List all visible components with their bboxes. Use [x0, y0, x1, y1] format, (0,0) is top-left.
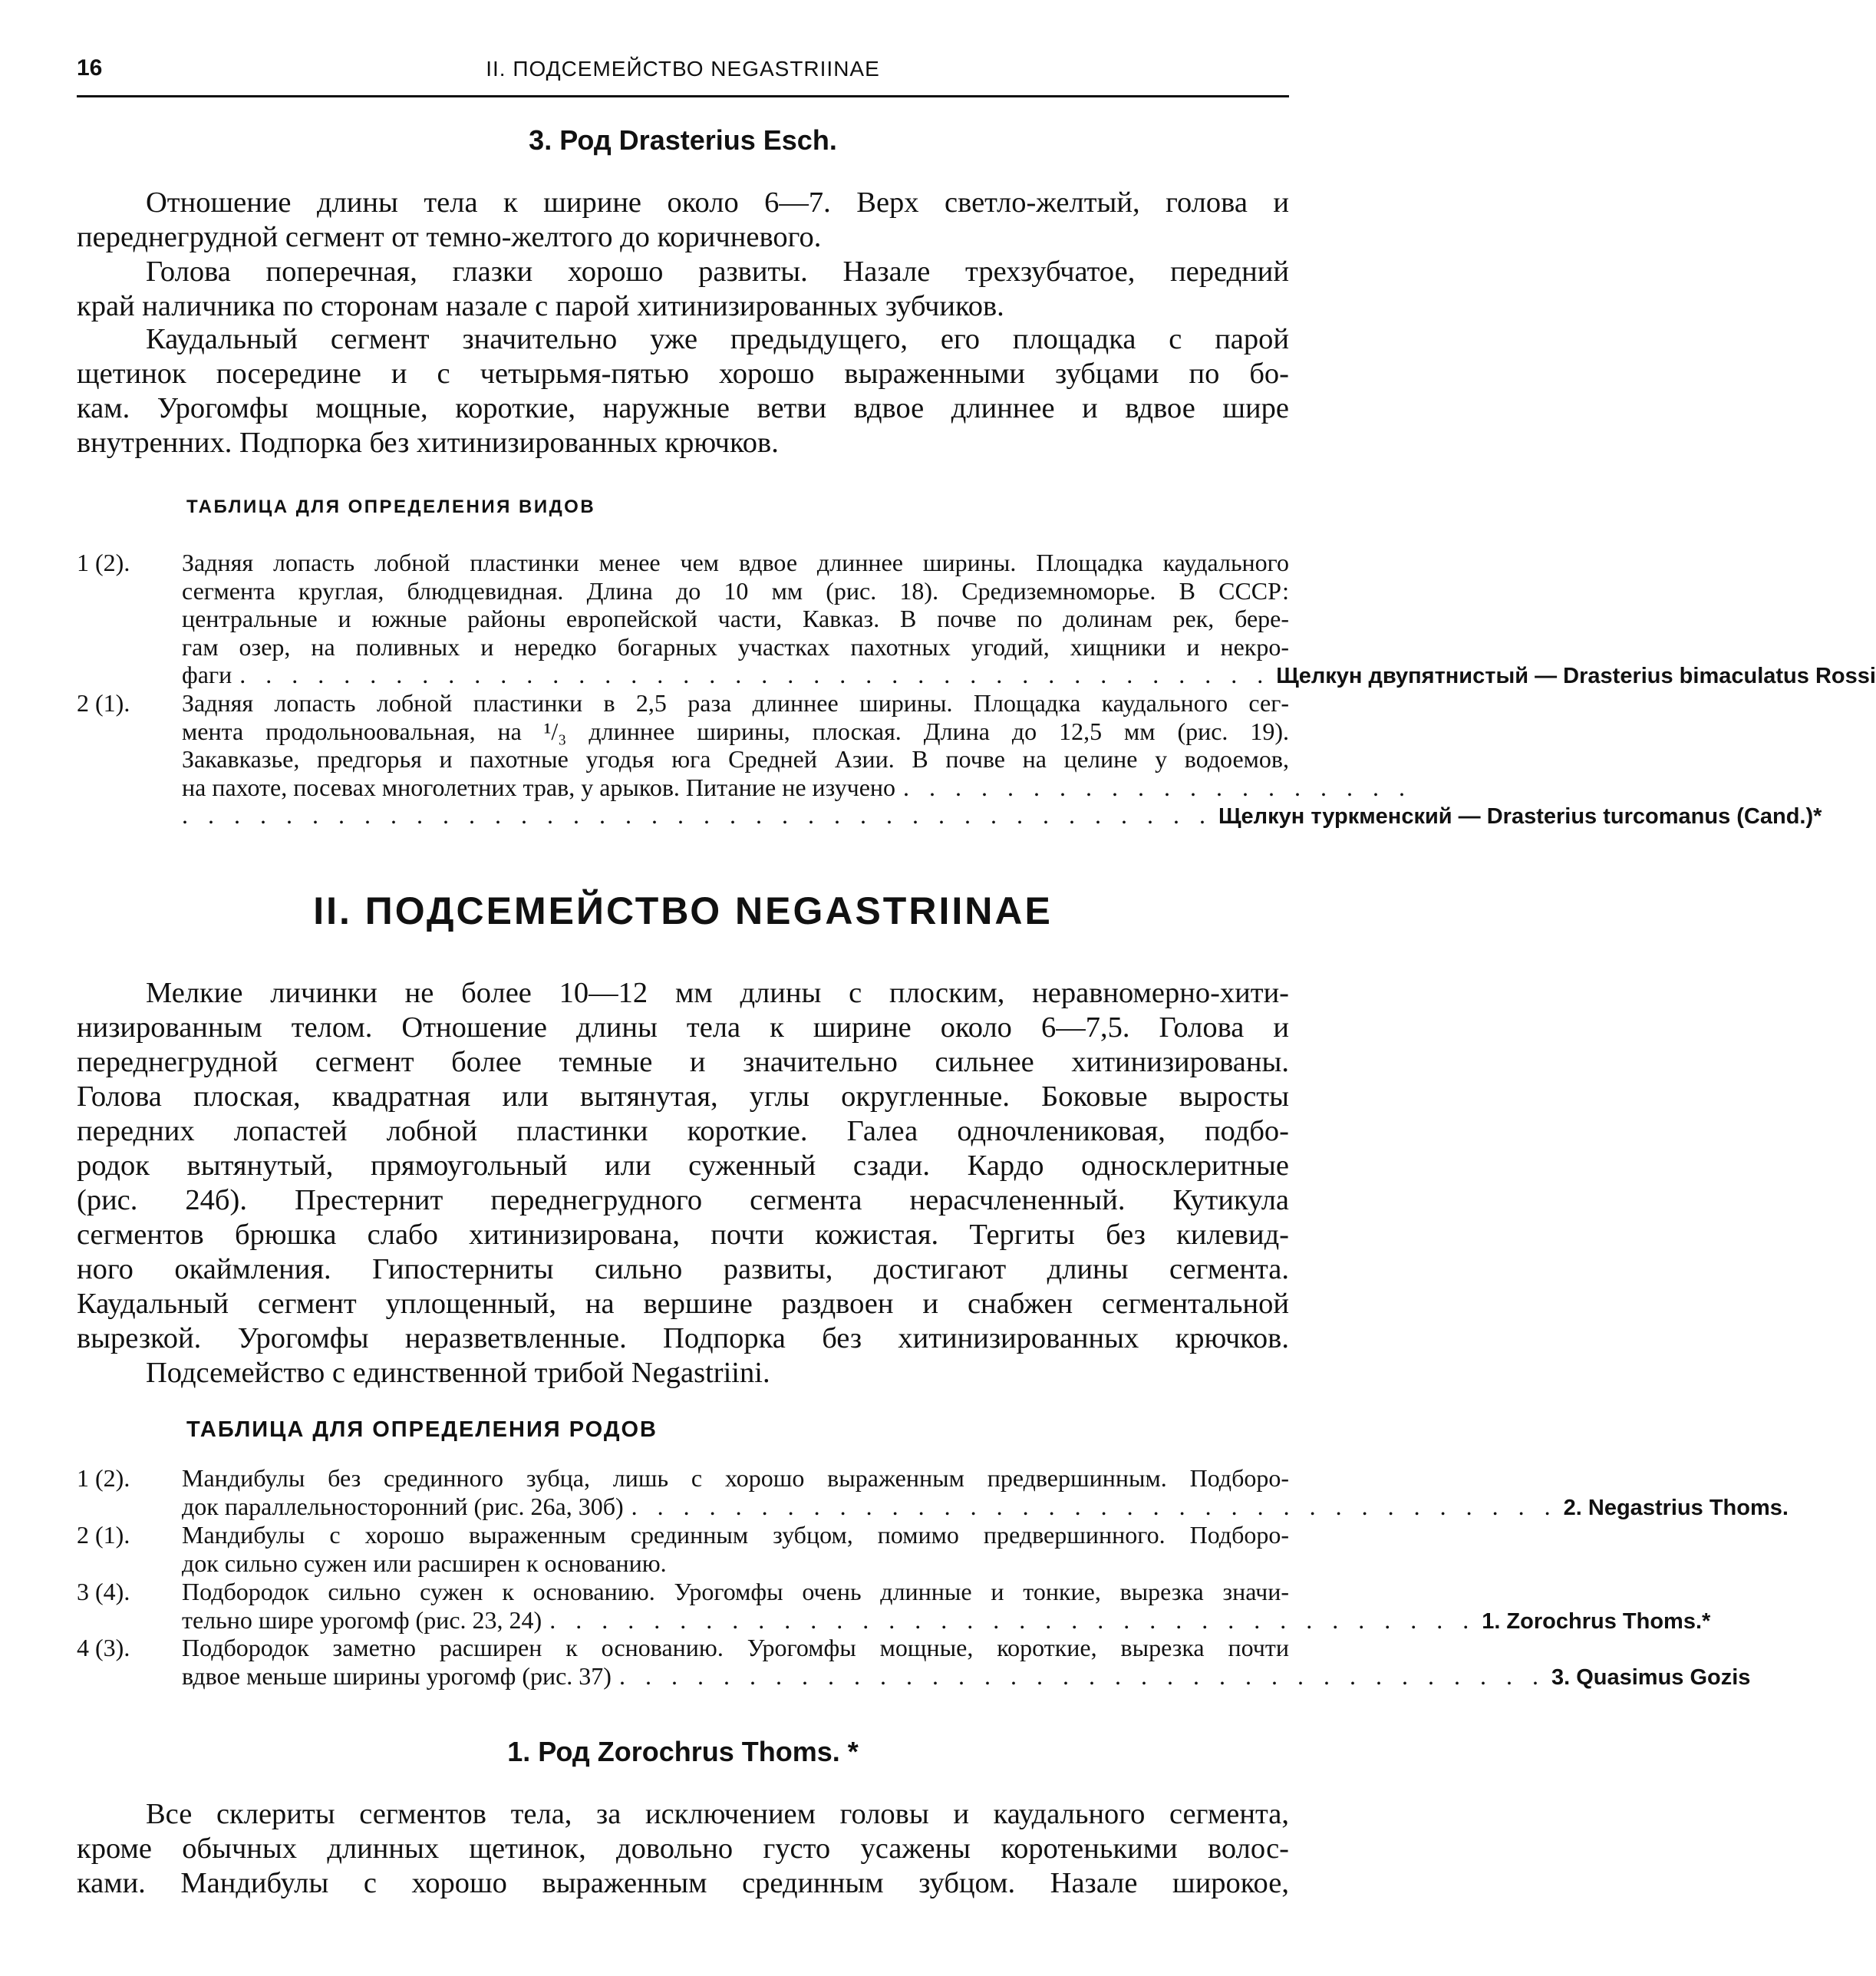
- key-couplet-number: 3 (4).: [77, 1578, 130, 1605]
- text-line: кам. Урогомфы мощные, короткие, наружные ветви вдвое длиннее и вдвое шире: [77, 392, 1289, 424]
- running-title: II. ПОДСЕМЕЙСТВО NEGASTRIINAE: [486, 57, 880, 81]
- text-line: край наличника по сторонам назале с парой хитинизированных зубчиков.: [77, 290, 1004, 322]
- key-line: док сильно сужен или расширен к основанию.: [182, 1549, 667, 1577]
- dot-leader: . . . . . . . . . . . . . . . . . . . . . . . . . . . . . . . . . . . .: [631, 1492, 1558, 1520]
- key-line: Мандибулы без срединного зубца, лишь с хорошо выраженным предвершинным. Подборо-: [182, 1464, 1289, 1492]
- text-line: кроме обычных длинных щетинок, довольно густо усажены коротенькими волос-: [77, 1833, 1289, 1865]
- paragraph-caudal-segment: [77, 322, 1289, 460]
- text-line: переднегрудной сегмент более темные и значительно сильнее хитинизированы.: [77, 1046, 1289, 1078]
- key-result-line: [182, 1661, 1751, 1692]
- key-line: мента продольноовальная, на ¹/₃ длиннее ширины, плоская. Длина до 12,5 мм (рис. 19).: [182, 717, 1289, 745]
- key-line: Задняя лопасть лобной пластинки в 2,5 раза длиннее ширины. Площадка каудального сег-: [182, 689, 1289, 717]
- key-result-taxon: 1. Zorochrus Thoms.*: [1482, 1608, 1711, 1634]
- key-line: центральные и южные районы европейской части, Кавказ. В почве по долинам рек, бере-: [182, 605, 1289, 632]
- key-text: [182, 1578, 1711, 1635]
- text-line: вырезкой. Урогомфы неразветвленные. Подпорка без хитинизированных крючков.: [77, 1322, 1289, 1354]
- text-line: внутренних. Подпорка без хитинизированных крючков.: [77, 427, 779, 459]
- text-line: Голова поперечная, глазки хорошо развиты. Назале трехзубчатое, передний: [146, 256, 1289, 288]
- paragraph-zorochrus-description: [77, 1797, 1289, 1901]
- genus-heading-drasterius: 3. Род Drasterius Esch.: [529, 124, 837, 156]
- text-line: родок вытянутый, прямоугольный или суженный сзади. Кардо односклеритные: [77, 1150, 1289, 1182]
- text-line: Все склериты сегментов тела, за исключением головы и каудального сегмента,: [146, 1798, 1289, 1830]
- key-line: Подбородок заметно расширен к основанию. Урогомфы мощные, короткие, вырезка почти: [182, 1634, 1289, 1661]
- tribe-sentence: Подсемейство с единственной трибой Negastriini.: [146, 1357, 770, 1389]
- text-line: Каудальный сегмент значительно уже предыдущего, его площадка с парой: [146, 323, 1289, 355]
- species-key-title: ТАБЛИЦА ДЛЯ ОПРЕДЕЛЕНИЯ ВИДОВ: [186, 496, 596, 517]
- key-result-taxon: 3. Quasimus Gozis: [1551, 1664, 1751, 1690]
- key-line: Задняя лопасть лобной пластинки менее чем вдвое длиннее ширины. Площадка каудального: [182, 549, 1289, 576]
- key-couplet-number: 1 (2).: [77, 1464, 130, 1492]
- text-line: щетинок посередине и с четырьмя-пятью хорошо выраженными зубцами по бо-: [77, 358, 1289, 390]
- key-text: [182, 549, 1876, 691]
- text-line: ками. Мандибулы с хорошо выраженным срединным зубцом. Назале широкое,: [77, 1867, 1289, 1899]
- key-couplet-number: 2 (1).: [77, 689, 130, 717]
- header-rule: [77, 95, 1289, 97]
- key-result-taxon: Щелкун двупятнистый — Drasterius bimaculatus Rossi: [1276, 664, 1876, 688]
- genus-heading-zorochrus: 1. Род Zorochrus Thoms. *: [507, 1736, 859, 1767]
- dot-leader: . . . . . . . . . . . . . . . . . . . . . . . . . . . . . . . . . . . . . . . .: [239, 661, 1271, 688]
- text-line: Голова плоская, квадратная или вытянутая, углы округленные. Боковые выросты: [77, 1080, 1289, 1113]
- dot-leader: . . . . . . . . . . . . . . . . . . . . . . . . . . . . . . . . . . . .: [618, 1661, 1545, 1690]
- text-line: Мелкие личинки не более 10—12 мм длины с плоским, неравномерно-хити-: [146, 977, 1289, 1009]
- key-text: [182, 1634, 1751, 1691]
- dot-leader: . . . . . . . . . . . . . . . . . . . .: [903, 773, 1413, 801]
- key-result-taxon: Щелкун туркменский — Drasterius turcomanus (Cand.)*: [1218, 804, 1822, 829]
- key-text: [182, 1464, 1789, 1522]
- key-line: гам озер, на поливных и нередко богарных участках пахотных угодий, хищники и некро-: [182, 632, 1289, 661]
- key-result-line: [182, 661, 1876, 691]
- text-line: сегментов брюшка слабо хитинизирована, почти кожистая. Тергиты без килевид-: [77, 1219, 1289, 1251]
- key-lead-text: вдвое меньше ширины урогомф (рис. 37): [182, 1661, 612, 1690]
- text-line: ного окаймления. Гипостерниты сильно развиты, достигают длины сегмента.: [77, 1253, 1289, 1285]
- text-line: передних лопастей лобной пластинки короткие. Галеа одночлениковая, подбо-: [77, 1115, 1289, 1147]
- paragraph-head: [77, 255, 1289, 324]
- text-line: Отношение длины тела к ширине около 6—7. Верх светло-желтый, голова и: [146, 186, 1289, 219]
- key-text: [182, 1521, 1289, 1577]
- paragraph-body-proportions: [77, 186, 1289, 255]
- key-lead-text: док параллельносторонний (рис. 26а, 30б): [182, 1492, 624, 1520]
- text-line: (рис. 24б). Престернит переднегрудного сегмента нерасчлененный. Кутикула: [77, 1184, 1289, 1216]
- dot-leader: . . . . . . . . . . . . . . . . . . . . . . . . . . . . . . . . . . . .: [549, 1605, 1476, 1634]
- page-number: 16: [77, 55, 103, 81]
- key-text: [182, 689, 1822, 831]
- key-couplet-number: 4 (3).: [77, 1634, 130, 1661]
- key-line: сегмента круглая, блюдцевидная. Длина до 10 мм (рис. 18). Средиземноморье. В СССР:: [182, 576, 1289, 605]
- key-couplet-number: 2 (1).: [77, 1521, 130, 1549]
- key-lead-text: тельно шире урогомф (рис. 23, 24): [182, 1605, 542, 1634]
- key-line: Подбородок сильно сужен к основанию. Урогомфы очень длинные и тонкие, вырезка значи-: [182, 1578, 1289, 1605]
- text-line: переднегрудной сегмент от темно-желтого до коричневого.: [77, 221, 822, 253]
- key-couplet-number: 1 (2).: [77, 549, 130, 576]
- running-header: [77, 55, 1289, 91]
- key-result-line: [182, 801, 1822, 831]
- text-line: низированным телом. Отношение длины тела к ширине около 6—7,5. Голова и: [77, 1011, 1289, 1044]
- genera-key-title: ТАБЛИЦА ДЛЯ ОПРЕДЕЛЕНИЯ РОДОВ: [186, 1417, 658, 1442]
- key-lead-text: на пахоте, посевах многолетних трав, у арыков. Питание не изучено: [182, 773, 896, 801]
- key-line: Мандибулы с хорошо выраженным срединным зубцом, помимо предвершинного. Подборо-: [182, 1521, 1289, 1549]
- key-lead-line: [182, 773, 1413, 802]
- key-result-taxon: 2. Negastrius Thoms.: [1563, 1495, 1789, 1520]
- key-result-line: [182, 1605, 1711, 1636]
- subfamily-heading: II. ПОДСЕМЕЙСТВО NEGASTRIINAE: [313, 889, 1053, 932]
- key-result-line: [182, 1492, 1789, 1522]
- text-line: Каудальный сегмент уплощенный, на вершине раздвоен и снабжен сегментальной: [77, 1288, 1289, 1320]
- paragraph-subfamily-description: [77, 976, 1289, 1390]
- key-lead-text: фаги: [182, 661, 232, 688]
- key-line: Закавказье, предгорья и пахотные угодья юга Средней Азии. В почве на целине у водоемов,: [182, 745, 1289, 773]
- dot-leader: . . . . . . . . . . . . . . . . . . . . . . . . . . . . . . . . . . . . . . . .: [182, 801, 1212, 829]
